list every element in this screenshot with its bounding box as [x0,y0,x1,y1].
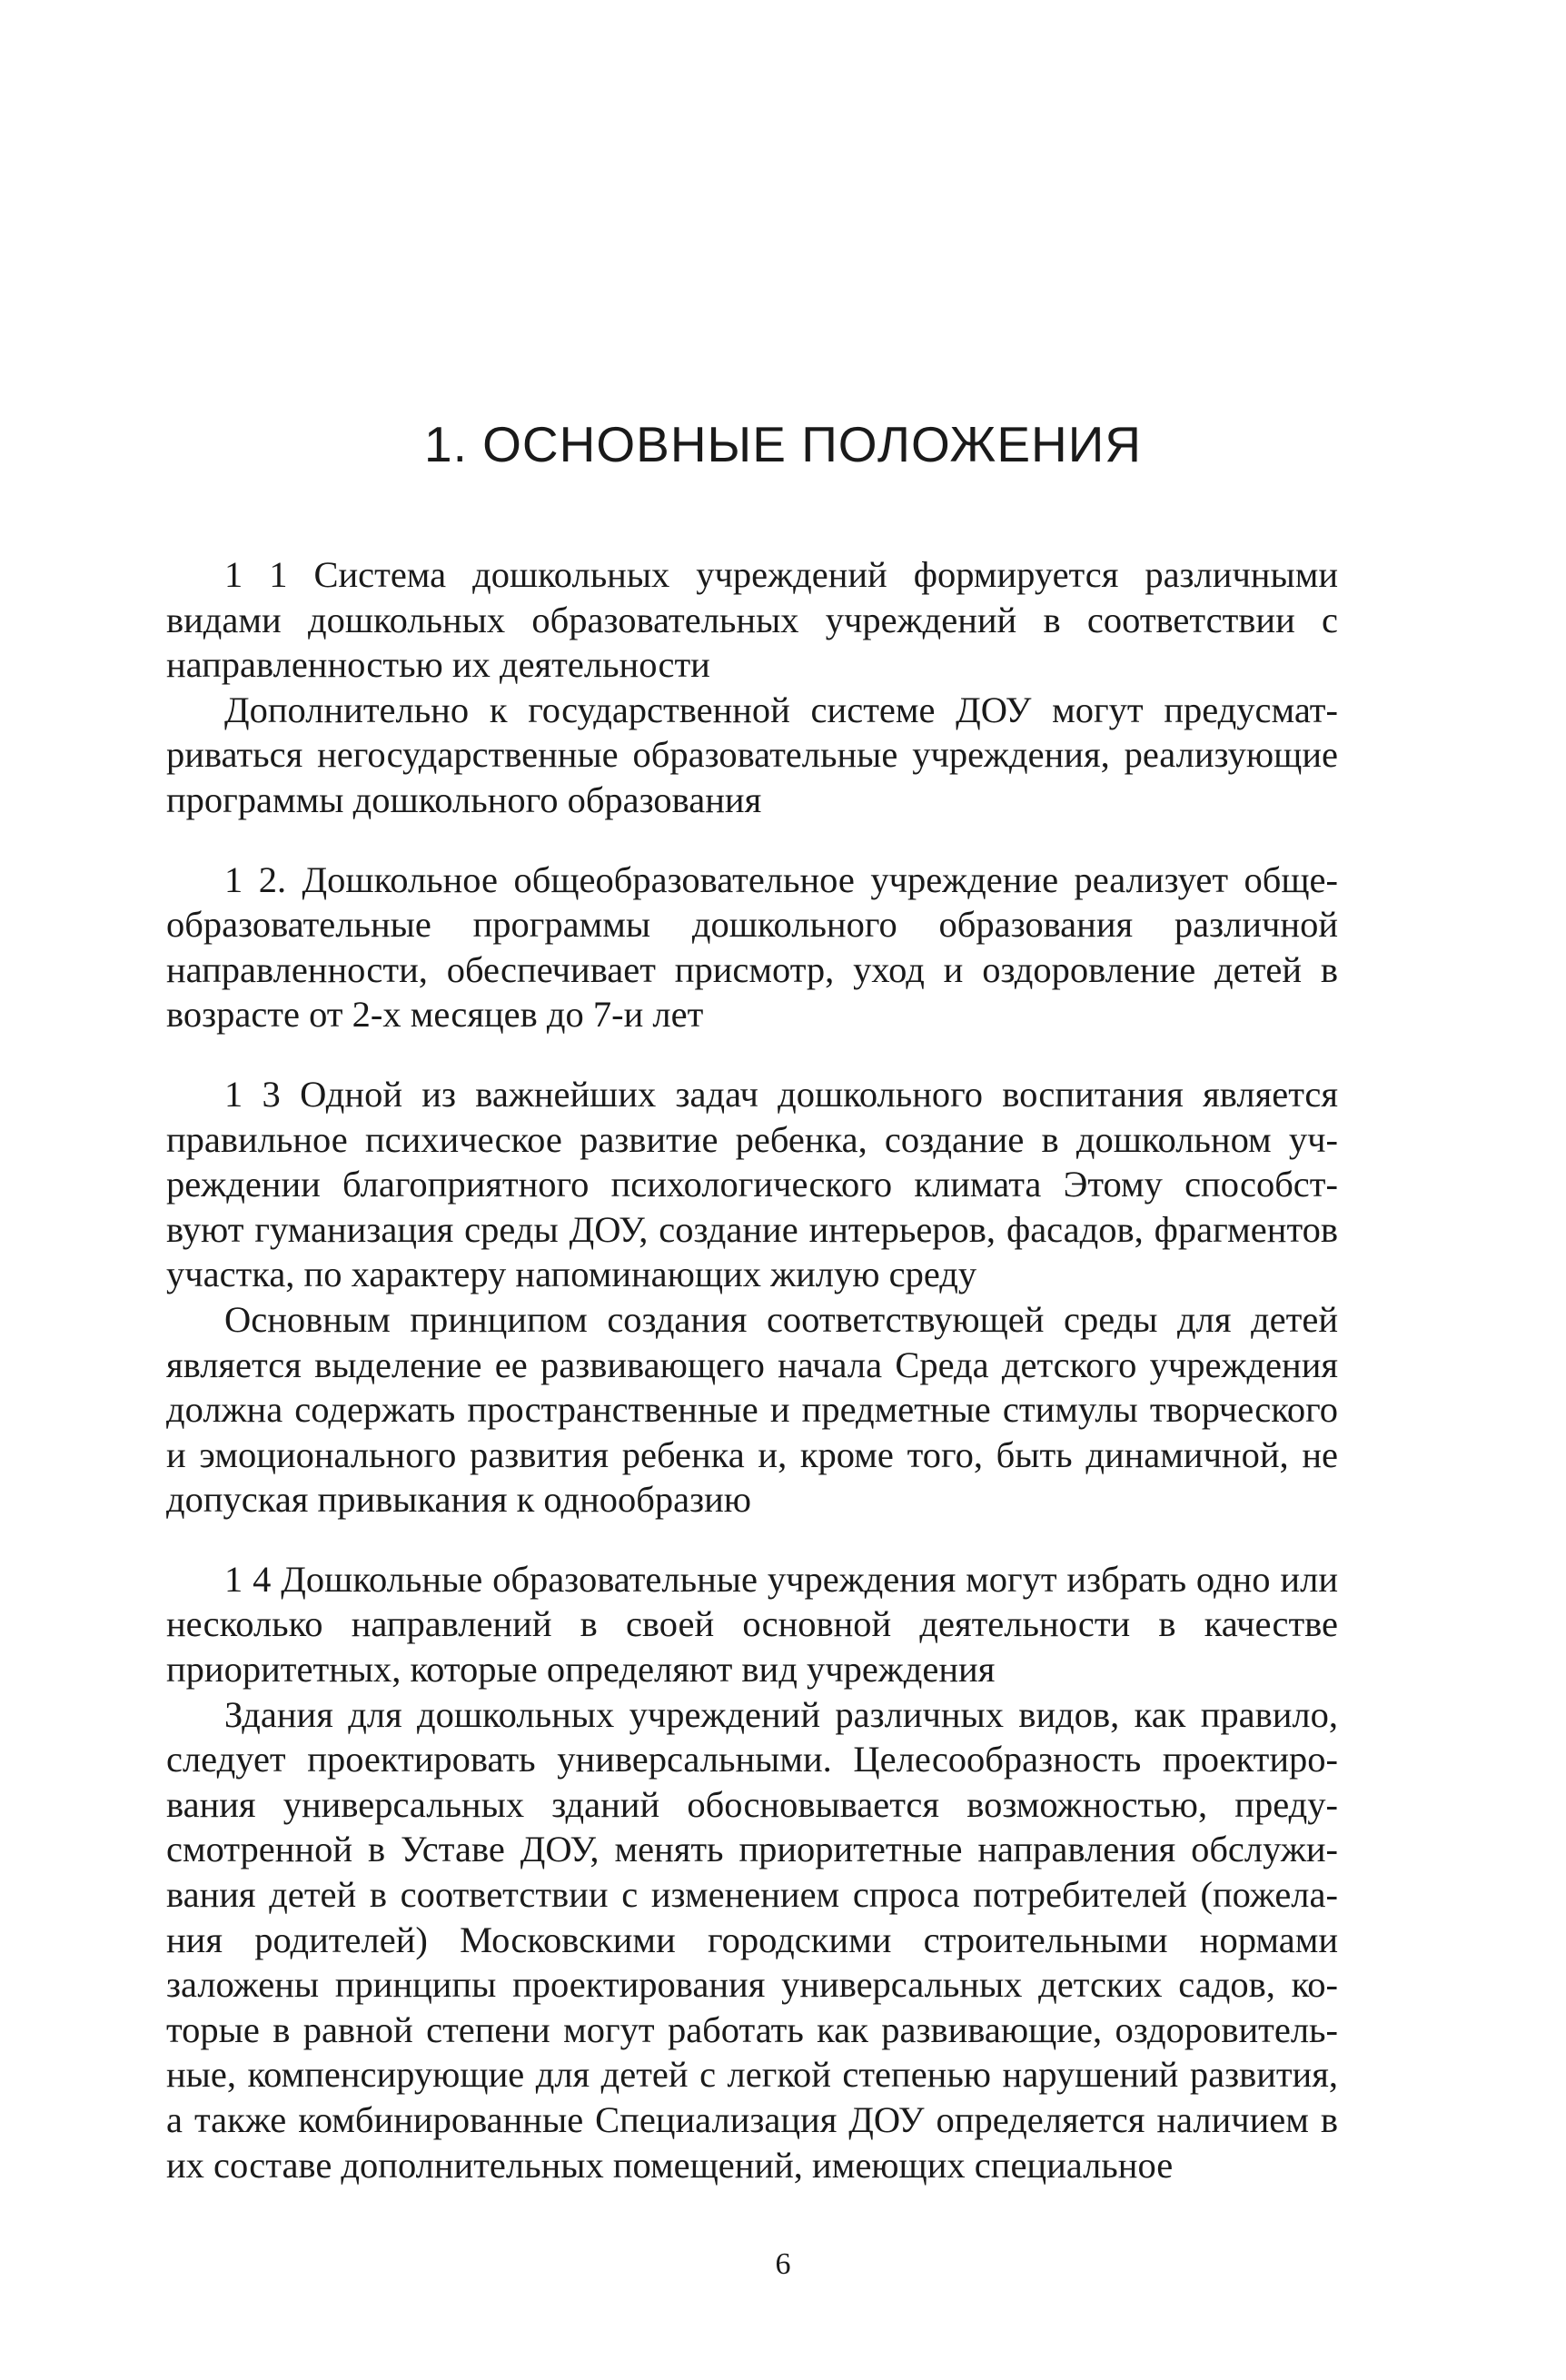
paragraph-1-2: 1 2. Дошкольное общеобразовательное учреждение реализует общеобразовательные программы дошкольного образования различной направленности, обеспечивает присмотр, уход и оздоровление детей в возрасте от 2-х месяцев до 7-и лет [166,858,1338,1036]
paragraph-1-4: 1 4 Дошкольные образовательные учреждения могут избрать одно или несколько направлений в своей основной деятельности в качестве приоритетных, которые определяют вид учреждения [166,1558,1338,1691]
paragraph-1-3: 1 3 Одной из важнейших задач дошкольного воспитания является правильное психическое развитие ребенка, создание в дошкольном учреждении благоприятного психологического климата Этому способствуют гуманизация среды ДОУ, создание интерьеров, фасадов, фрагментов участка, по характеру напоминающих жилую среду [166,1073,1338,1295]
body-text [166,552,1338,2187]
paragraph-1-1: 1 1 Система дошкольных учреждений формируется различными видами дошкольных образовательных учреждений в соответствии с направленностью их деятельности [166,554,1338,686]
paragraph-1-4-addition: Здания для дошкольных учреждений различных видов, как правило, следует проектировать универсальными. Целесообразность проектирования универсальных зданий обосновывается возможностью, предусмотренной в Уставе ДОУ, менять приоритетные направления обслуживания детей в соответствии с изменением спроса потребителей (пожелания родителей) Московскими городскими строительными нормами заложены принципы проектирования универсальных детских садов, которые в равной степени могут работать как развивающие, оздоровительные, компенсирующие для детей с легкой степенью нарушений развития, а также комбинированные Специализация ДОУ определяется наличием в их составе дополнительных помещений, имеющих специальное [166,1693,1338,2186]
section-heading: 1. ОСНОВНЫЕ ПОЛОЖЕНИЯ [423,416,1142,472]
page-number: 6 [775,2247,791,2281]
paragraph-1-3-addition: Основным принципом создания соответствующей среды для детей является выделение ее развивающего начала Среда детского учреждения должна содержать пространственные и предметные стимулы творческого и эмоционального развития ребенка и, кроме того, быть динамичной, не допуская привыкания к однообразию [166,1298,1338,1521]
paragraph-1-1-addition: Дополнительно к государственной системе ДОУ могут предусматриваться негосударственные образовательные учреждения, реализующие программы дошкольного образования [166,689,1338,820]
